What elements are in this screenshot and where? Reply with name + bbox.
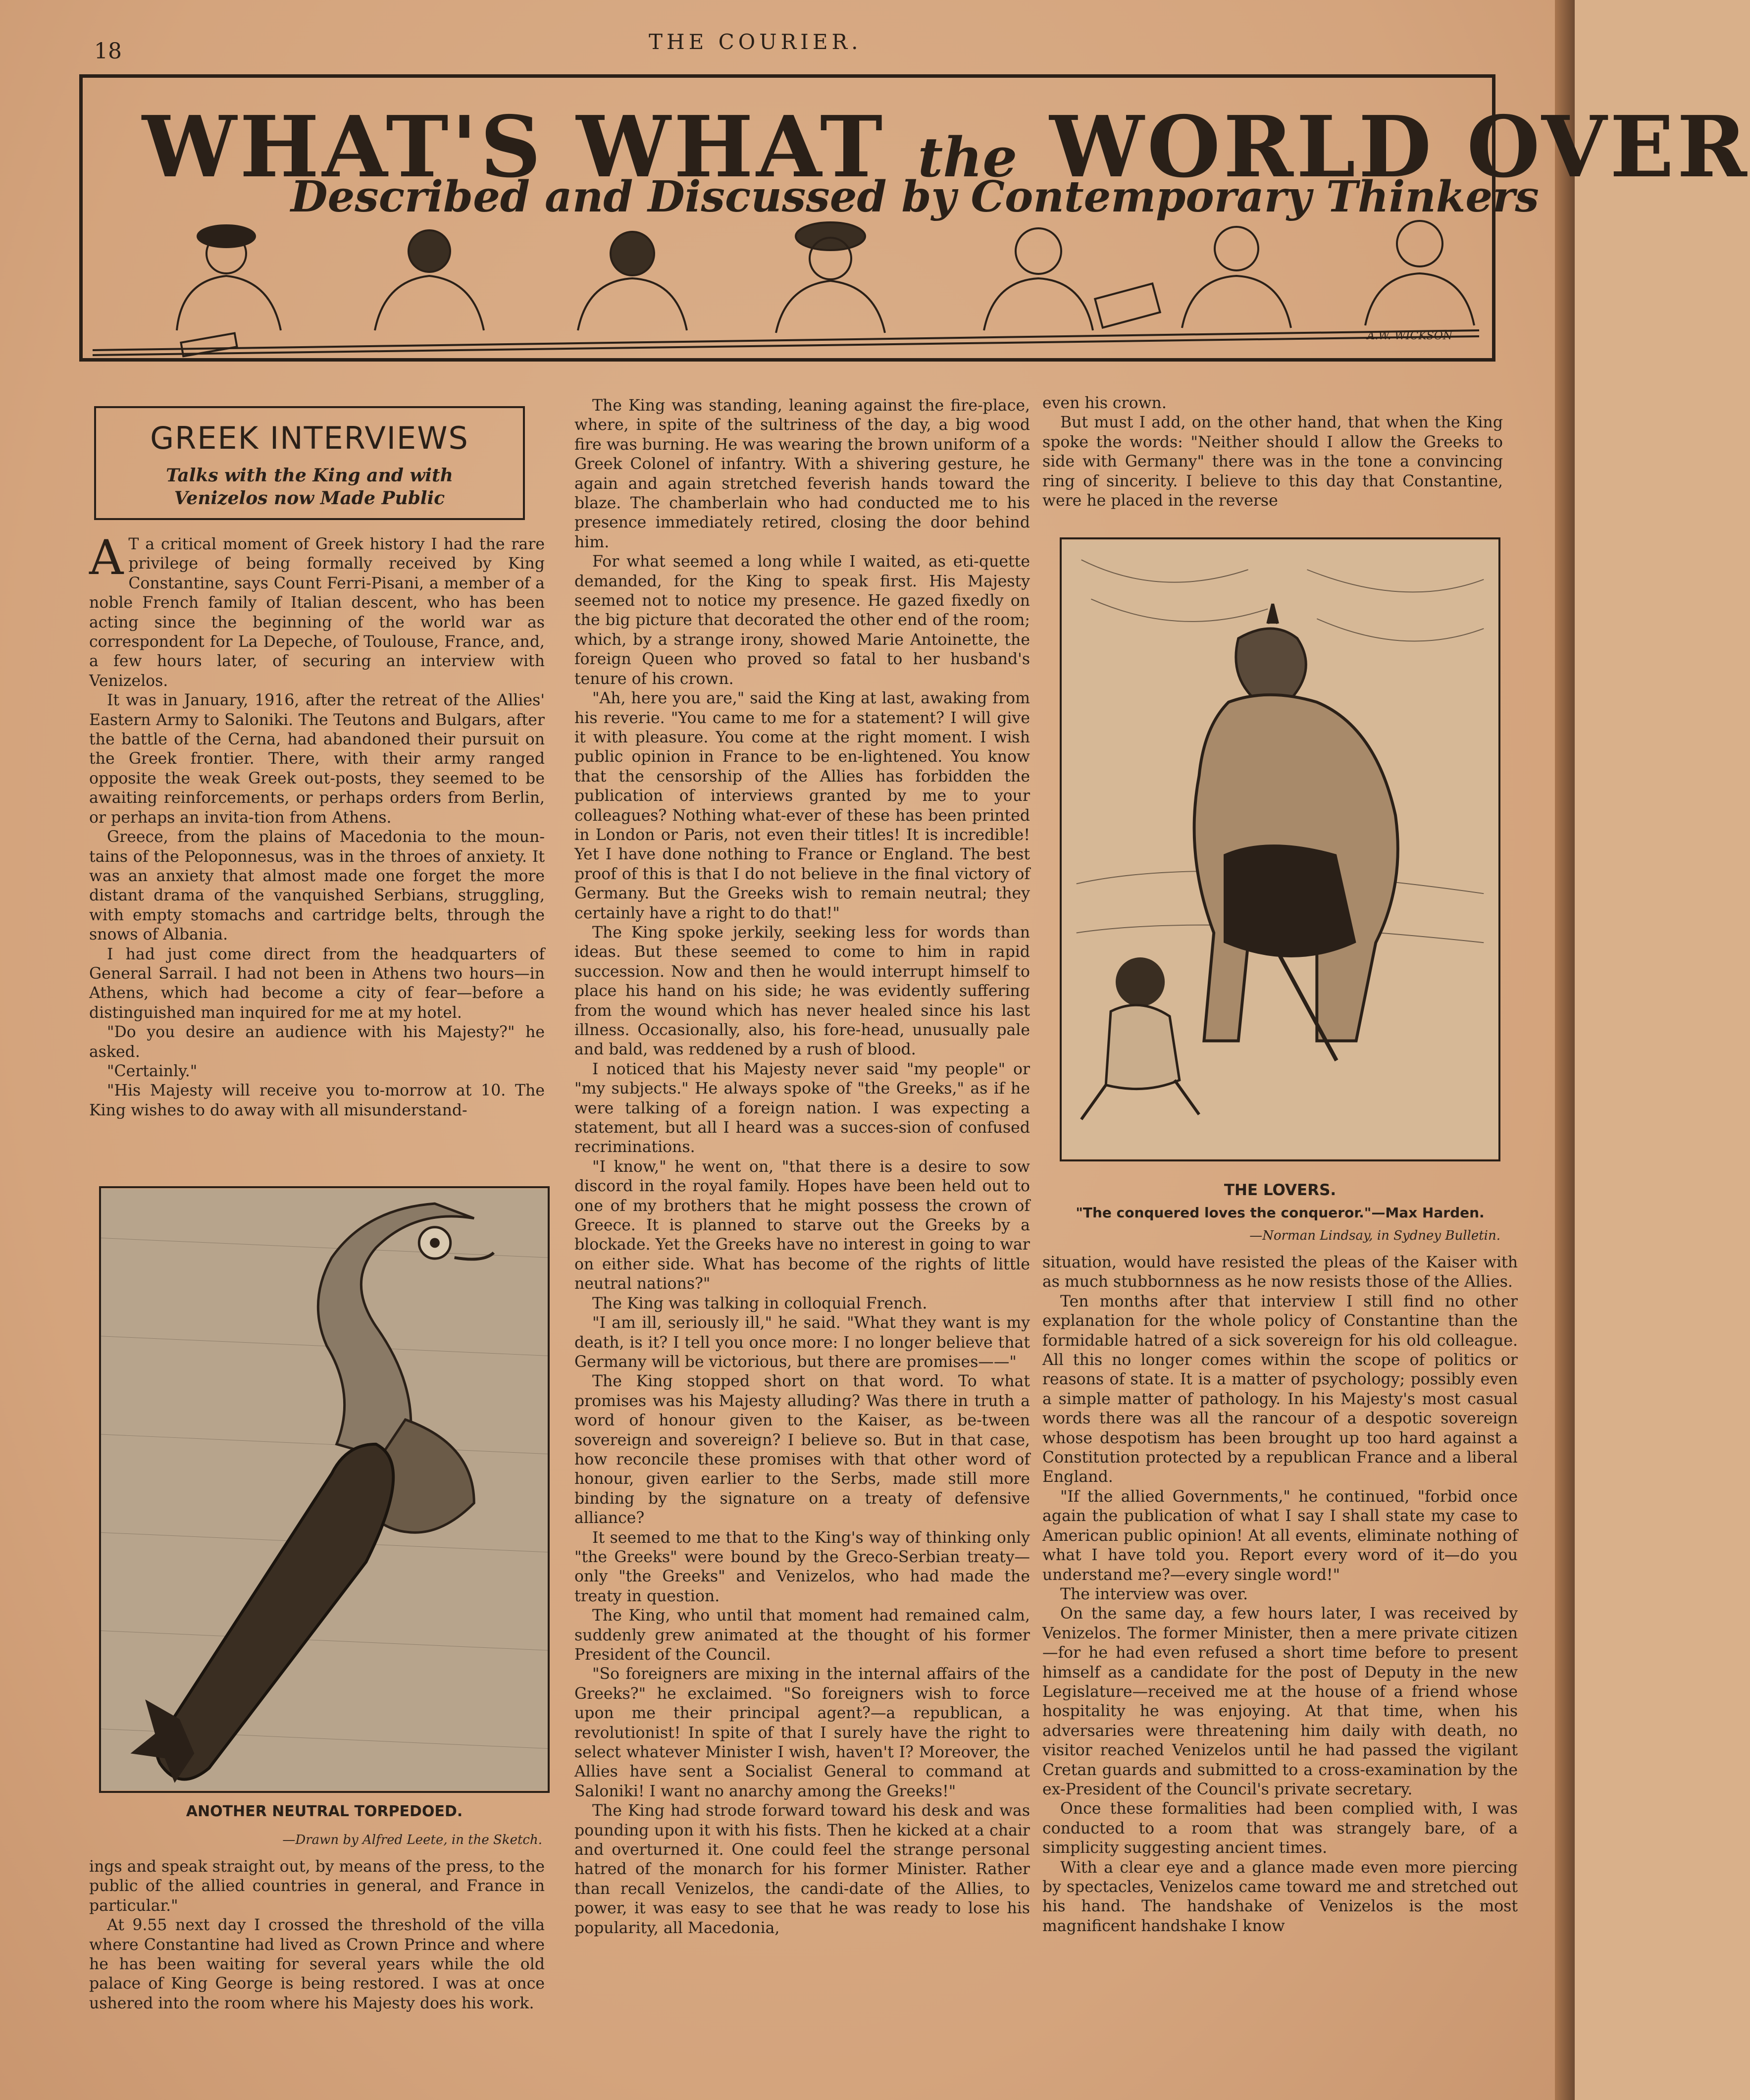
paragraph: situation, would have resisted the pleas of the Kaiser with as much stubbornness as he now resists those of the Allies. [1042, 1254, 1518, 1291]
banner-title-part2: WORLD OVER [1049, 98, 1750, 197]
paragraph: "If the allied Governments," he continued, "forbid once again the publication of what I say I shall state my case to American public opinion! At all events, eliminate nothing of what I have told you. Report every word of it—do you understand me?—every single word!" [1042, 1487, 1518, 1584]
page-number: 18 [94, 39, 122, 64]
paragraph: "I am ill, seriously ill," he said. "What they want is my death, is it? I tell you once more: I no longer believe that Germany will be victorious, but there are promises——" [574, 1314, 1030, 1371]
paragraph: "Certainly." [107, 1062, 198, 1080]
banner-subtitle: Described and Discussed by Contemporary Thinkers [291, 172, 1539, 222]
column-1-bottom [89, 1857, 545, 2046]
paragraph: At 9.55 next day I crossed the threshold of the villa where Constantine had lived as Crown Prince and where he has been waiting for several years while the old palace of King George is being restored. I was at once ushered into the room where his Majesty does his work. [89, 1916, 545, 2012]
torpedo-caption: ANOTHER NEUTRAL TORPEDOED. [186, 1803, 463, 1820]
thinker-figure [776, 222, 885, 333]
paragraph: "So foreigners are mixing in the internal affairs of the Greeks?" he exclaimed. "So foreigners wish to force upon me their principal agent?—a republican, a revolutionist! In spite of that I surely have the right to select whatever Minister I wish, haven't I? Moreover, the Allies have sent a Socialist General to command at Saloniki! I want no anarchy among the Greeks!" [574, 1665, 1030, 1800]
section-banner [79, 74, 1750, 362]
paragraph: On the same day, a few hours later, I was received by Venizelos. The former Minister, then a mere private citizen—for he had even refused a short time before to present himself as a candidate for the post of Deputy in the new Legislature—received me at the house of a friend whose hospitality he was enjoying. At that time, when his adversaries were threatening him daily with death, no visitor reached Venizelos until he had passed the vigilant Cretan guards and submitted to a cross-examination by the ex-President of the Council's private secretary. [1042, 1605, 1518, 1798]
paragraph: "I know," he went on, "that there is a desire to sow discord in the royal family. Hopes have been held out to one of my brothers that he might possess the crown of Greece. It is planned to starve out the Greeks by a blockade. Yet the Greeks have no interest in going to war on either side. What has become of the rights of little neutral nations?" [574, 1157, 1030, 1293]
column-3-bottom [1042, 1253, 1518, 2046]
lovers-credit: —Norman Lindsay, in Sydney Bulletin. [1249, 1228, 1500, 1243]
paragraph: I noticed that his Majesty never said "my people" or "my subjects." He always spoke of "the Greeks," as if he were talking of a foreign nation. I was expecting a statement, but all I heard was a succes-sion of confused recriminations. [574, 1060, 1030, 1156]
lovers-caption-title: THE LOVERS. [1224, 1181, 1337, 1199]
paragraph: Ten months after that interview I still find no other explanation for the whole policy of Constantine than the formidable hatred of a sick sovereign for his old colleague. All this no longer comes within the scope of politics or reasons of state. It is a matter of psychology; possibly even a simple matter of pathology. In his Majesty's most casual words there was all the rancour of a despotic sovereign whose despotism has been brought up too hard against a Constitution protected by a republican France and a liberal England. [1042, 1292, 1518, 1486]
torpedo-cartoon [99, 1186, 550, 1793]
page-spine-shadow [1555, 0, 1575, 2100]
paragraph: I had just come direct from the headquarters of General Sarrail. I had not been in Athens two hours—in Athens, which had become a city of fear—before a distinguished man inquired for me at my hotel. [89, 945, 545, 1022]
paragraph: The King was standing, leaning against the fire-place, where, in spite of the sultriness of the day, a big wood fire was burning. He was wearing the brown uniform of a Greek Colonel of infantry. With a shivering gesture, he again and again stretched feverish hands toward the blaze. The chamberlain who had conducted me to his presence immediately retired, closing the door behind him. [574, 397, 1030, 551]
paragraph: even his crown. [1042, 394, 1167, 412]
paragraph: The King stopped short on that word. To what promises was his Majesty alluding? Was there in truth a word of honour given to the Kaiser, as be-tween sovereign and sovereign? I believe so. But in that case, how reconcile these promises with that other word of honour, given earlier to the Serbs, made still more binding by the signature on a treaty of defensive alliance? [574, 1372, 1030, 1527]
paragraph: ings and speak straight out, by means of the press, to the public of the allied countries in general, and France in particular." [89, 1858, 545, 1915]
thinker-figure [1182, 227, 1291, 328]
thinker-figure [1365, 221, 1474, 325]
paragraph: The King spoke jerkily, seeking less for words than ideas. But these seemed to come to him in rapid succession. Now and then he would interrupt himself to place his hand on his side; he was evidently suffering from the wound which has never healed since his last illness. Occasionally, also, his fore-head, unusually pale and bald, was reddened by a rush of blood. [574, 923, 1030, 1059]
lovers-caption-quote: "The conquered loves the conqueror."—Max Harden. [1076, 1205, 1485, 1221]
paragraph: Once these formalities had been complied with, I was conducted to a room that was strangely bare, of a simplicity suggesting ancient times. [1042, 1800, 1518, 1857]
column-2 [574, 396, 1030, 2046]
article-title: GREEK INTERVIEWS [150, 420, 469, 456]
thinker-figure [177, 225, 281, 330]
banner-title-the: the [918, 125, 1018, 189]
paragraph: "Ah, here you are," said the King at last, awaking from his reverie. "You came to me for a statement? I will give it with pleasure. You come at the right moment. I wish public opinion in France to be en-lightened. You know that the censorship of the Allies has forbidden the publication of interviews granted by me to your colleagues? Nothing what-ever of these has been printed in London or Paris, not even their titles! It is incredible! Yet I have done nothing to France or England. The best proof of this is that I do not believe in the final victory of Germany. But the Greeks wish to remain neutral; they certainly have a right to do that!" [574, 689, 1030, 922]
column-1-top [89, 530, 545, 1169]
torpedo-credit: —Drawn by Alfred Leete, in the Sketch. [282, 1833, 542, 1847]
lovers-cartoon [1060, 537, 1500, 1161]
article-heading-box [94, 406, 525, 520]
paragraph: The King had strode forward toward his desk and was pounding upon it with his fists. Then he kicked at a chair and overturned it. One could feel the strange personal hatred of the monarch for his former Minister. Rather than recall Venizelos, the candi-date of the Allies, to power, it was easy to see that he was ready to lose his popularity, all Macedonia, [574, 1802, 1030, 1937]
paragraph: "Do you desire an audience with his Majesty?" he asked. [89, 1023, 545, 1061]
drop-cap: A [89, 530, 124, 585]
paragraph: For what seemed a long while I waited, as eti-quette demanded, for the King to speak first. His Majesty seemed not to notice my presence. He gazed fixedly on the big picture that decorated the other end of the room; which, by a strange irony, showed Marie Antoinette, the foreign Queen who proved so fatal to her husband's tenure of his crown. [574, 553, 1030, 688]
thinker-figure [375, 230, 484, 330]
paragraph: The King, who until that moment had remained calm, suddenly grew animated at the thought of his former President of the Council. [574, 1607, 1030, 1664]
paragraph: The King was talking in colloquial French. [592, 1294, 927, 1312]
banner-title-part1: WHAT'S WHAT [142, 98, 886, 197]
paragraph: With a clear eye and a glance made even more piercing by spectacles, Venizelos came toward me and stretched out his hand. The handshake of Venizelos is the most magnificent handshake I know [1042, 1858, 1518, 1935]
paragraph: Greece, from the plains of Macedonia to the moun-tains of the Peloponnesus, was in the throes of anxiety. It was an anxiety that almost made one forget the more distant drama of the vanquished Serbians, struggling, with empty stomachs and cartridge belts, through the snows of Albania. [89, 828, 545, 944]
torpedo-illustration [101, 1188, 548, 1791]
paragraph: T a critical moment of Greek history I had the rare privilege of being formally received by King Constantine, says Count Ferri-Pisani, a member of a noble French family of Italian descent, who has been acting since the beginning of the world war as correspondent for La Depeche, of Toulouse, France, and, a few hours later, of securing an interview with Venizelos. [89, 535, 545, 690]
thinkers-illustration [83, 207, 1492, 360]
paragraph: "His Majesty will receive you to-morrow at 10. The King wishes to do away with all misunderstand- [89, 1082, 545, 1119]
paragraph: It seemed to me that to the King's way of thinking only "the Greeks" were bound by the Greco-Serbian treaty—only "the Greeks" and Venizelos, who had made the treaty in question. [574, 1528, 1030, 1605]
column-3-top [1042, 394, 1503, 508]
banner-artist-signature: A.W. WICKSON [1367, 330, 1452, 342]
paragraph: The interview was over. [1060, 1585, 1248, 1603]
running-head: THE COURIER. [649, 30, 862, 54]
lovers-illustration [1062, 539, 1498, 1159]
thinker-figure [578, 232, 687, 330]
paragraph: It was in January, 1916, after the retreat of the Allies' Eastern Army to Saloniki. The Teutons and Bulgars, after the battle of the Cerna, had abandoned their pursuit on the Greek frontier. There, with their army ranged opposite the weak Greek out-posts, they seemed to be awaiting reinforcements, or perhaps orders from Berlin, or perhaps an invita-tion from Athens. [89, 691, 545, 827]
thinker-figure [984, 228, 1160, 330]
paragraph: But must I add, on the other hand, that when the King spoke the words: "Neither should I allow the Greeks to side with Germany" there was in the tone a convincing ring of sincerity. I believe to this day that Constantine, were he placed in the reverse [1042, 414, 1503, 510]
article-subtitle: Talks with the King and with Venizelos now Made Public [166, 465, 453, 509]
